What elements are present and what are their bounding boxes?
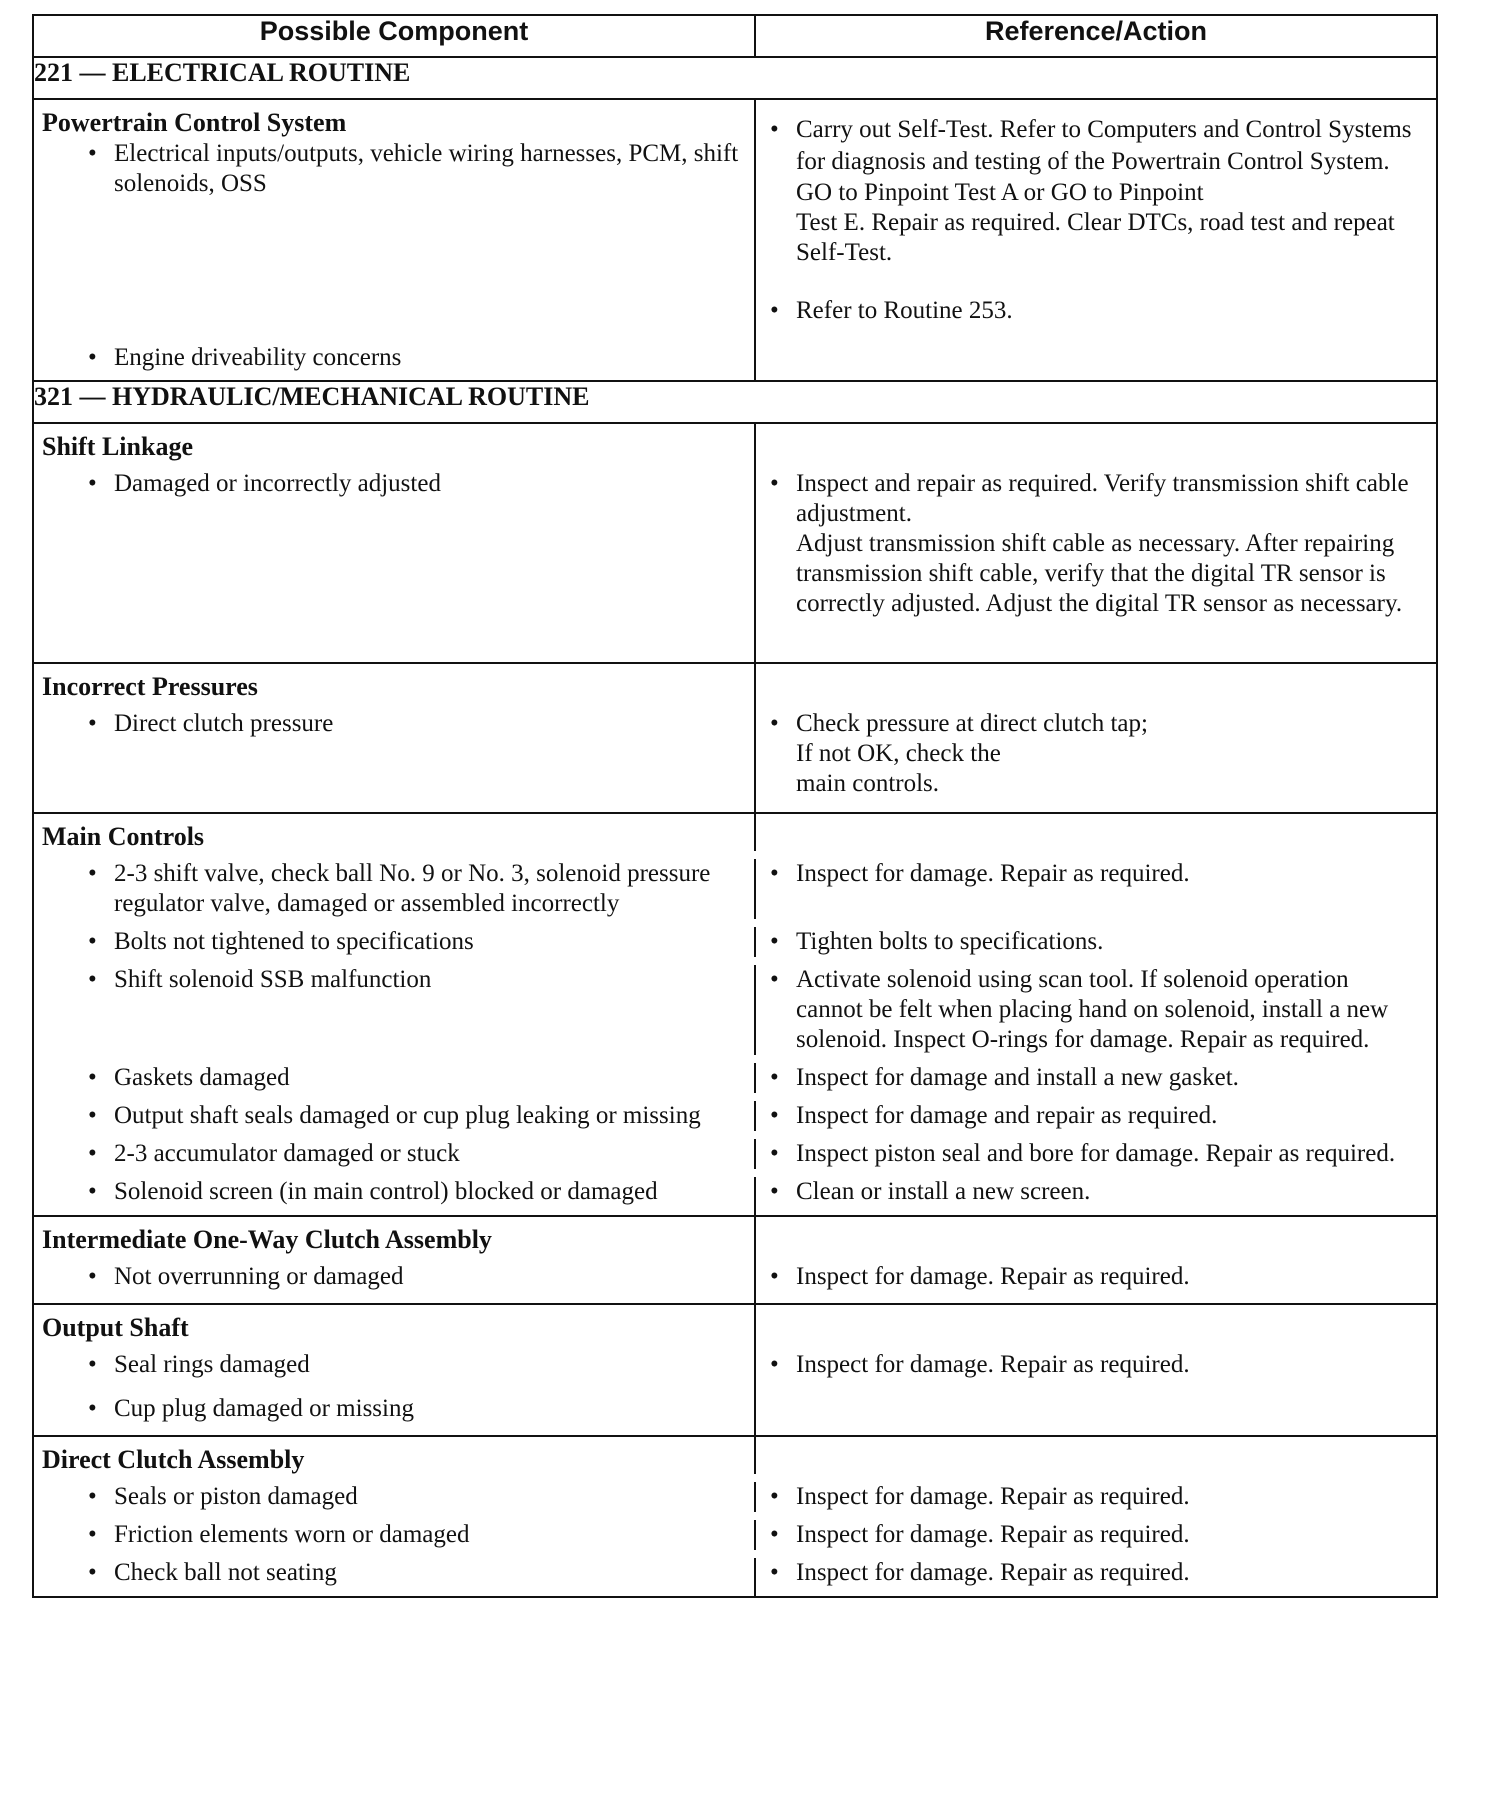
group-title: Shift Linkage	[42, 432, 193, 461]
component-item: • Gaskets damaged	[34, 1063, 754, 1093]
component-cell	[33, 423, 755, 663]
action-item: • Inspect for damage. Repair as required.	[756, 1482, 1436, 1512]
group-title: Output Shaft	[42, 1313, 189, 1342]
group-title: Powertrain Control System	[42, 108, 347, 137]
action-cell	[755, 1216, 1437, 1304]
action-cell	[755, 663, 1437, 813]
direct-clutch-list	[34, 1474, 1436, 1596]
action-item: • Inspect for damage. Repair as required.	[756, 1262, 1436, 1292]
routine-title: 321 — HYDRAULIC/MECHANICAL ROUTINE	[33, 381, 1437, 423]
action-item: • Inspect for damage and install a new gasket.	[756, 1063, 1436, 1093]
group-direct-clutch	[33, 1436, 1437, 1597]
action-item: • Inspect and repair as required. Verify transmission shift cable adjustment.	[756, 469, 1436, 529]
item-row	[34, 1131, 1436, 1169]
group-cell	[33, 813, 1437, 1216]
group-main-controls	[33, 813, 1437, 1216]
action-item: • Inspect for damage. Repair as required.	[756, 1558, 1436, 1588]
routine-title: 221 — ELECTRICAL ROUTINE	[33, 57, 1437, 99]
group-shift-linkage	[33, 423, 1437, 663]
item-row	[34, 1550, 1436, 1588]
component-item: • Engine driveability concerns	[34, 343, 754, 373]
group-title: Incorrect Pressures	[42, 672, 258, 701]
component-item: • Bolts not tightened to specifications	[34, 927, 754, 957]
item-row	[34, 851, 1436, 919]
action-item: • Carry out Self-Test. Refer to Computers and Control Systems for diagnosis and testing of the Powertrain Control System.	[756, 114, 1436, 178]
header-row	[33, 15, 1437, 57]
action-item: • Clean or install a new screen.	[756, 1177, 1436, 1207]
component-item: • Check ball not seating	[34, 1558, 754, 1588]
action-item: • Inspect piston seal and bore for damage. Repair as required.	[756, 1139, 1436, 1169]
action-item-continued: Adjust transmission shift cable as necessary. After repairing transmission shift cable, verify that the digital TR sensor is correctly adjusted. Adjust the digital TR sensor as necessary.	[796, 530, 1403, 617]
item-row	[34, 1512, 1436, 1550]
item-row	[34, 919, 1436, 957]
component-item: • Direct clutch pressure	[34, 709, 754, 739]
group-incorrect-pressures	[33, 663, 1437, 813]
col-header-action: Reference/Action	[755, 15, 1437, 57]
component-item: • Not overrunning or damaged	[34, 1262, 754, 1292]
component-item: • 2-3 shift valve, check ball No. 9 or No. 3, solenoid pressure regulator valve, damaged or assembled incorrectly	[34, 859, 754, 919]
component-item: • Shift solenoid SSB malfunction	[34, 965, 754, 995]
diagnosis-table	[32, 14, 1438, 1598]
component-item: • 2-3 accumulator damaged or stuck	[34, 1139, 754, 1169]
group-cell	[33, 1436, 1437, 1597]
group-title: Direct Clutch Assembly	[34, 1437, 756, 1474]
action-item-continued: GO to Pinpoint Test A or GO to Pinpoint Test E. Repair as required. Clear DTCs, road test and repeat Self-Test.	[796, 179, 1395, 266]
routine-row-321	[33, 381, 1437, 423]
col-header-component: Possible Component	[33, 15, 755, 57]
action-item: • Inspect for damage. Repair as required.	[756, 1520, 1436, 1550]
component-cell	[33, 1216, 755, 1304]
group-one-way-clutch	[33, 1216, 1437, 1304]
action-item: • Inspect for damage. Repair as required.	[756, 859, 1436, 889]
action-cell	[755, 1304, 1437, 1436]
action-item: • Check pressure at direct clutch tap; If not OK, check the main controls.	[756, 709, 1436, 799]
group-title: Main Controls	[34, 814, 756, 851]
item-row	[34, 1055, 1436, 1093]
component-item: • Electrical inputs/outputs, vehicle wiring harnesses, PCM, shift solenoids, OSS	[34, 139, 754, 199]
component-item: • Output shaft seals damaged or cup plug leaking or missing	[34, 1101, 754, 1131]
component-item: • Damaged or incorrectly adjusted	[34, 469, 754, 499]
main-controls-list	[34, 851, 1436, 1215]
component-cell	[33, 1304, 755, 1436]
component-item: • Seals or piston damaged	[34, 1482, 754, 1512]
action-cell	[755, 99, 1437, 381]
component-cell	[33, 663, 755, 813]
action-item: • Inspect for damage. Repair as required.	[756, 1350, 1436, 1380]
component-item: • Friction elements worn or damaged	[34, 1520, 754, 1550]
group-powertrain	[33, 99, 1437, 381]
group-title: Intermediate One-Way Clutch Assembly	[42, 1225, 492, 1254]
component-item: • Cup plug damaged or missing	[34, 1394, 754, 1424]
item-row	[34, 1093, 1436, 1131]
component-item: • Seal rings damaged	[34, 1350, 754, 1380]
action-item: • Activate solenoid using scan tool. If solenoid operation cannot be felt when placing hand on solenoid, install a new solenoid. Inspect O-rings for damage. Repair as required.	[756, 965, 1436, 1055]
group-output-shaft	[33, 1304, 1437, 1436]
item-row	[34, 1474, 1436, 1512]
component-cell	[33, 99, 755, 381]
action-item: • Tighten bolts to specifications.	[756, 927, 1436, 957]
item-row	[34, 1169, 1436, 1207]
action-item: • Inspect for damage and repair as required.	[756, 1101, 1436, 1131]
routine-row-221	[33, 57, 1437, 99]
action-cell	[755, 423, 1437, 663]
component-item: • Solenoid screen (in main control) blocked or damaged	[34, 1177, 754, 1207]
item-row	[34, 957, 1436, 1055]
action-item: • Refer to Routine 253.	[756, 296, 1436, 326]
